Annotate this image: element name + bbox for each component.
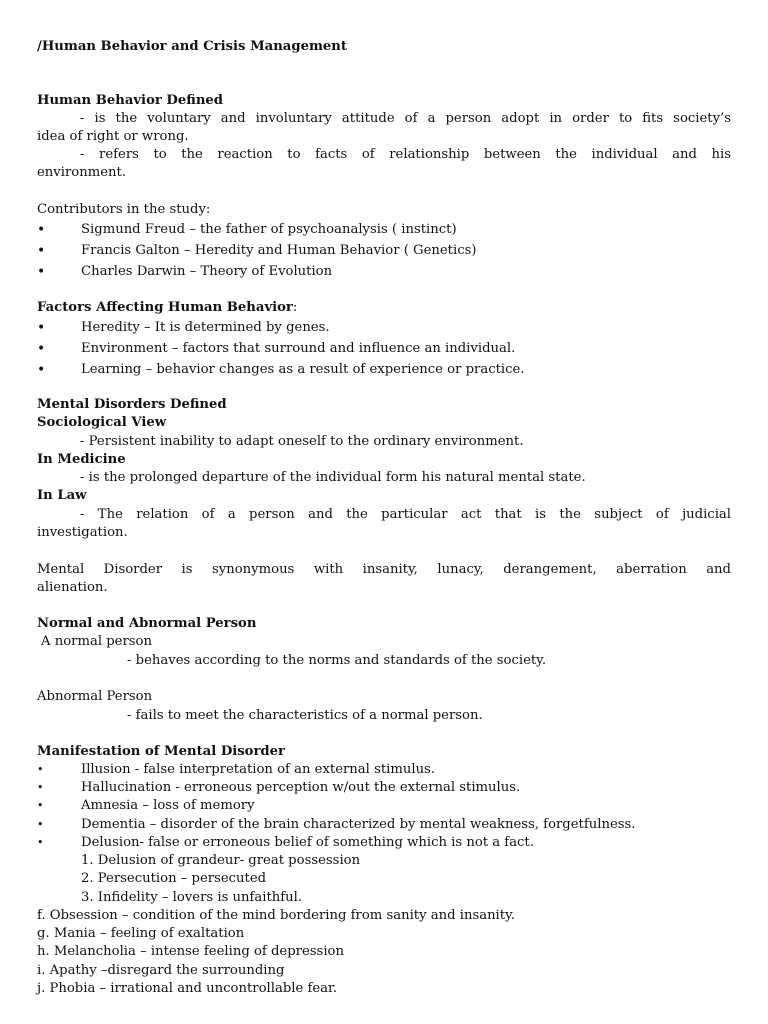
definition-line: investigation.: [37, 525, 128, 540]
abnormal-person-label: Abnormal Person: [37, 689, 153, 704]
bullet-icon: •: [37, 320, 46, 336]
list-item-lettered: i. Apathy –disregard the surrounding: [37, 963, 285, 978]
list-item-lettered: j. Phobia – irrational and uncontrollable fear.: [37, 981, 338, 996]
definition-line: - is the voluntary and involuntary attitude of a person adopt in order to fits society’s: [80, 111, 731, 126]
list-item: Dementia – disorder of the brain characterized by mental weakness, forgetfulness.: [81, 817, 636, 832]
list-item: Environment – factors that surround and influence an individual.: [81, 341, 516, 356]
sub-list-item: 3. Infidelity – lovers is unfaithful.: [81, 890, 303, 905]
list-item: Amnesia – loss of memory: [81, 798, 255, 813]
definition-line: - fails to meet the characteristics of a normal person.: [127, 708, 483, 723]
definition-line: - The relation of a person and the particular act that is the subject of judicial: [80, 507, 731, 522]
list-item: Hallucination - erroneous perception w/out the external stimulus.: [81, 780, 521, 795]
definition-line: environment.: [37, 165, 126, 180]
definition-line: - refers to the reaction to facts of relationship between the individual and his: [80, 147, 731, 162]
list-item: Francis Galton – Heredity and Human Behavior ( Genetics): [81, 243, 477, 258]
list-item: Illusion - false interpretation of an external stimulus.: [81, 762, 436, 777]
section-heading-mental-disorders: Mental Disorders Defined: [37, 397, 227, 412]
bullet-icon: •: [37, 763, 44, 776]
list-item: Charles Darwin – Theory of Evolution: [81, 264, 333, 279]
subheading-law: In Law: [37, 488, 87, 503]
bullet-icon: •: [37, 243, 46, 259]
section-heading-factors: [37, 299, 731, 317]
definition-line: - behaves according to the norms and standards of the society.: [127, 653, 547, 668]
list-item: Learning – behavior changes as a result of experience or practice.: [81, 362, 525, 377]
factors-heading-text: Factors Affecting Human Behavior: [37, 300, 293, 315]
subheading-medicine: In Medicine: [37, 452, 126, 467]
definition-line: - is the prolonged departure of the individual form his natural mental state.: [80, 470, 586, 485]
bullet-icon: •: [37, 799, 44, 812]
list-item-lettered: f. Obsession – condition of the mind bordering from sanity and insanity.: [37, 908, 515, 923]
paragraph-line: alienation.: [37, 580, 108, 595]
section-heading-human-behavior: Human Behavior Defined: [37, 93, 224, 108]
list-item-lettered: h. Melancholia – intense feeling of depression: [37, 944, 344, 959]
definition-line: idea of right or wrong.: [37, 129, 189, 144]
sub-list-item: 1. Delusion of grandeur- great possession: [81, 853, 361, 868]
bullet-icon: •: [37, 836, 44, 849]
section-heading-manifestation: Manifestation of Mental Disorder: [37, 744, 285, 759]
normal-person-label: A normal person: [41, 634, 152, 649]
factors-heading-colon: :: [292, 300, 298, 315]
subheading-sociological: Sociological View: [37, 415, 167, 430]
bullet-icon: •: [37, 341, 46, 357]
bullet-icon: •: [37, 222, 46, 238]
paragraph-line: Mental Disorder is synonymous with insanity, lunacy, derangement, aberration and: [37, 562, 731, 577]
list-item: Delusion- false or erroneous belief of something which is not a fact.: [81, 835, 534, 850]
list-item: Sigmund Freud – the father of psychoanalysis ( instinct): [81, 222, 457, 237]
sub-list-item: 2. Persecution – persecuted: [81, 871, 267, 886]
list-item: Heredity – It is determined by genes.: [81, 320, 330, 335]
bullet-icon: •: [37, 362, 46, 378]
bullet-icon: •: [37, 264, 46, 280]
list-item-lettered: g. Mania – feeling of exaltation: [37, 926, 245, 941]
document-title: /Human Behavior and Crisis Management: [37, 39, 347, 54]
section-heading-normal-abnormal: Normal and Abnormal Person: [37, 616, 257, 631]
bullet-icon: •: [37, 781, 44, 794]
contributors-heading: Contributors in the study:: [37, 202, 211, 217]
bullet-icon: •: [37, 818, 44, 831]
definition-line: - Persistent inability to adapt oneself to the ordinary environment.: [80, 434, 524, 449]
